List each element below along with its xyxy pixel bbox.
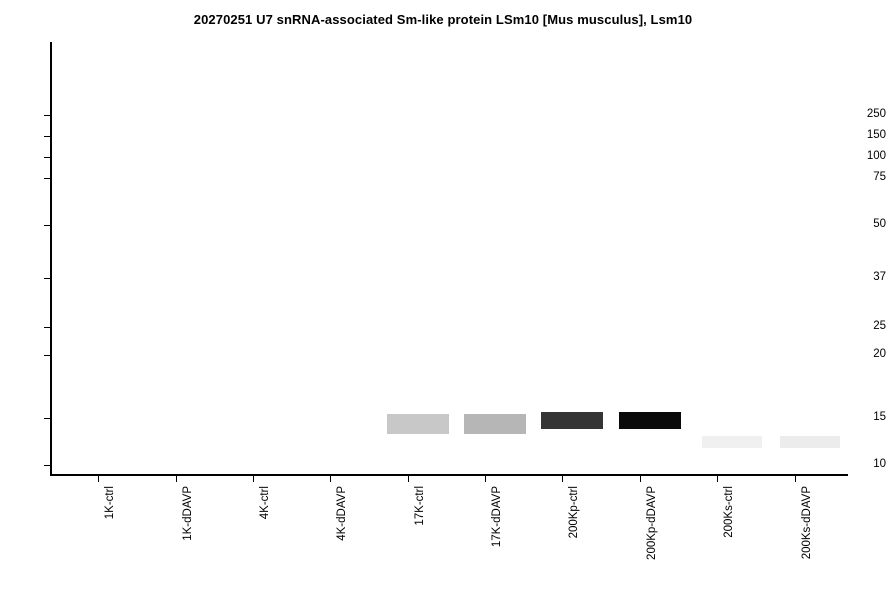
blot-band [464,414,526,434]
y-tick-label: 15 [873,411,886,423]
x-axis-label-17k-ctrl: 17K-ctrl [414,486,426,526]
y-tick-label: 250 [866,108,886,120]
x-tick [176,476,177,482]
x-axis-label-4k-ddavp: 4K-dDAVP [336,486,348,541]
y-tick [44,465,51,466]
y-tick [44,327,51,328]
y-tick-label: 25 [873,320,886,332]
y-tick-label: 10 [873,458,886,470]
x-tick [640,476,641,482]
x-axis-label-200ks-ctrl: 200Ks-ctrl [723,486,735,538]
x-axis-label-1k-ctrl: 1K-ctrl [104,486,116,520]
y-axis-line [50,42,52,476]
y-tick [44,136,51,137]
y-tick [44,157,51,158]
y-tick [44,225,51,226]
y-tick-label: 20 [873,348,886,360]
y-tick [44,178,51,179]
x-tick [485,476,486,482]
x-tick [795,476,796,482]
x-axis-label-4k-ctrl: 4K-ctrl [259,486,271,520]
y-tick-label: 150 [866,129,886,141]
y-tick-label: 37 [873,271,886,283]
x-axis-label-1k-ddavp: 1K-dDAVP [182,486,194,541]
y-tick [44,115,51,116]
blot-band [387,414,449,434]
y-tick-label: 100 [866,150,886,162]
blot-band [702,436,762,448]
y-tick-label: 50 [873,218,886,230]
x-axis-label-17k-ddavp: 17K-dDAVP [491,486,503,548]
x-axis-label-200ks-ddavp: 200Ks-dDAVP [801,486,813,560]
y-tick [44,418,51,419]
x-axis-label-200kp-ddavp: 200Kp-dDAVP [646,486,658,560]
blot-band [541,412,603,429]
x-tick [717,476,718,482]
blot-band [619,412,681,429]
y-tick-label: 75 [873,171,886,183]
y-tick [44,278,51,279]
x-tick [330,476,331,482]
x-tick [253,476,254,482]
chart-title: 20270251 U7 snRNA-associated Sm-like protein LSm10 [Mus musculus], Lsm10 [193,12,693,27]
blot-band [780,436,840,448]
x-tick [408,476,409,482]
x-tick [98,476,99,482]
x-tick [562,476,563,482]
x-axis-line [50,474,848,476]
x-axis-label-200kp-ctrl: 200Kp-ctrl [568,486,580,539]
y-tick [44,355,51,356]
